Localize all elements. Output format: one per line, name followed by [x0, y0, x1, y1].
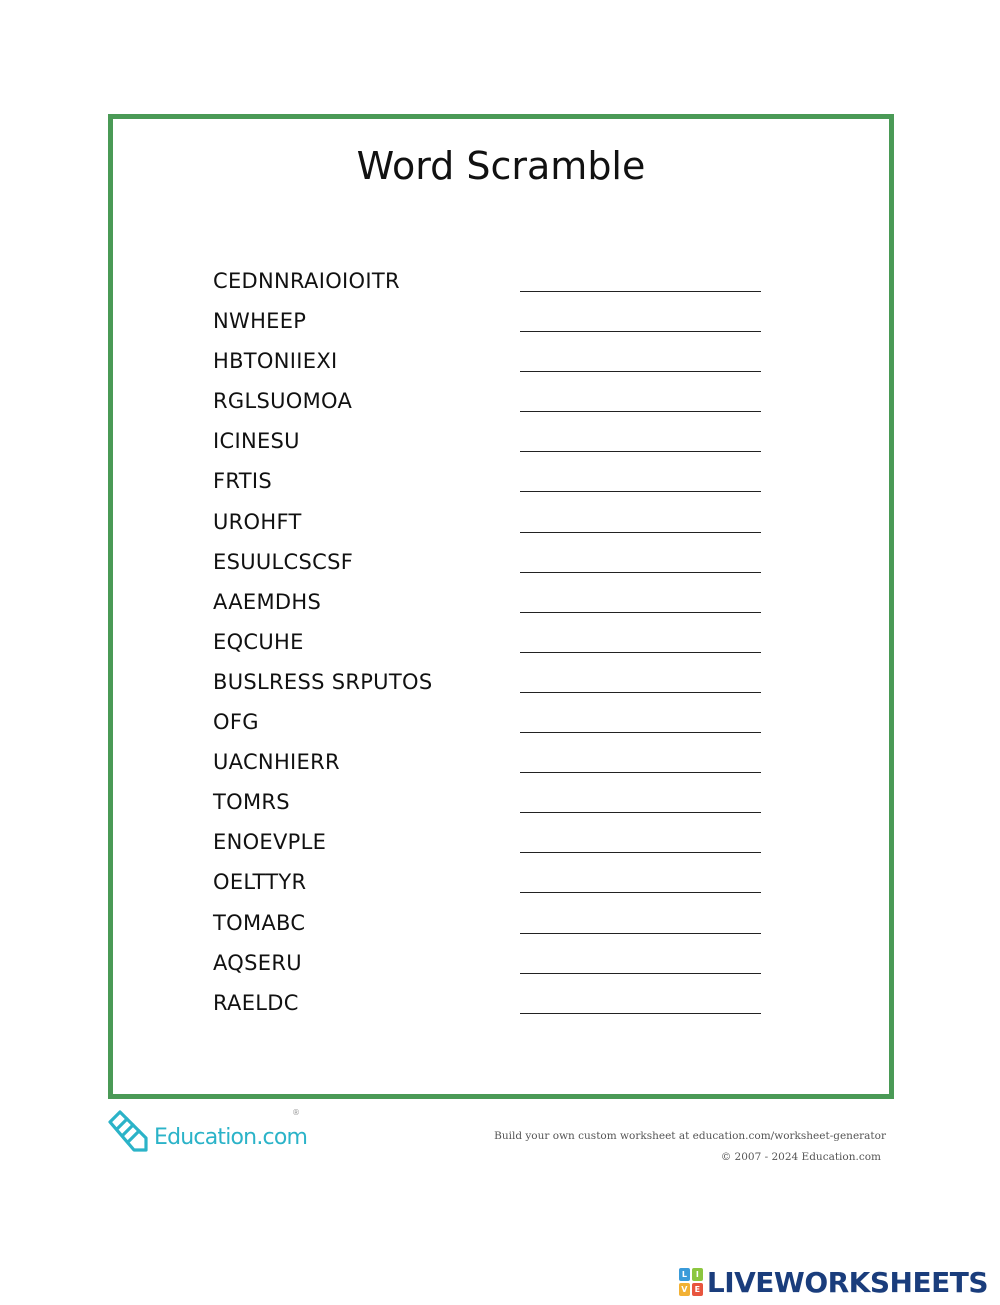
answer-line[interactable]	[520, 772, 761, 773]
scrambled-word: TOMABC	[213, 910, 306, 935]
worksheet-title: Word Scramble	[356, 144, 646, 188]
scrambled-word: AAEMDHS	[213, 589, 322, 614]
word-row	[213, 464, 773, 504]
answer-line[interactable]	[520, 732, 761, 733]
scrambled-word: AQSERU	[213, 950, 302, 975]
word-row	[213, 545, 773, 585]
liveworksheets-wordmark: LIVEWORKSHEETS	[706, 1265, 988, 1299]
pencil-paper-icon	[106, 1108, 152, 1154]
scrambled-word: NWHEEP	[213, 309, 307, 334]
scrambled-word: OFG	[213, 710, 259, 735]
answer-line[interactable]	[520, 933, 761, 934]
answer-line[interactable]	[520, 612, 761, 613]
word-row	[213, 785, 773, 825]
liveworksheets-icon: L I V E	[679, 1268, 703, 1296]
answer-line[interactable]	[520, 491, 761, 492]
word-row	[213, 424, 773, 464]
answer-line[interactable]	[520, 892, 761, 893]
word-row	[213, 865, 773, 905]
word-row	[213, 946, 773, 986]
word-row	[213, 585, 773, 625]
word-row	[213, 745, 773, 785]
answer-line[interactable]	[520, 371, 761, 372]
word-row	[213, 344, 773, 384]
word-row	[213, 986, 773, 1026]
liveworksheets-brand[interactable]	[679, 1264, 988, 1300]
registered-mark: ®	[292, 1108, 300, 1117]
answer-line[interactable]	[520, 973, 761, 974]
scrambled-word: EQCUHE	[213, 629, 304, 654]
scrambled-word-list	[213, 264, 773, 1026]
logo-wordmark: Education.com	[154, 1125, 308, 1150]
scrambled-word: ENOEVPLE	[213, 830, 327, 855]
word-row	[213, 665, 773, 705]
education-com-logo[interactable]	[106, 1108, 316, 1158]
answer-line[interactable]	[520, 652, 761, 653]
answer-line[interactable]	[520, 451, 761, 452]
word-row	[213, 384, 773, 424]
answer-line[interactable]	[520, 532, 761, 533]
scrambled-word: RAELDC	[213, 990, 299, 1015]
answer-line[interactable]	[520, 411, 761, 412]
scrambled-word: CEDNNRAIOIOITR	[213, 269, 400, 293]
scrambled-word: ICINESU	[213, 429, 300, 454]
scrambled-word: FRTIS	[213, 469, 272, 494]
word-row	[213, 505, 773, 545]
credit-line: Build your own custom worksheet at education.com/worksheet-generator	[494, 1130, 886, 1142]
word-row	[213, 825, 773, 865]
answer-line[interactable]	[520, 291, 761, 292]
answer-line[interactable]	[520, 1013, 761, 1014]
scrambled-word: OELTTYR	[213, 870, 307, 895]
scrambled-word: HBTONIIEXI	[213, 349, 338, 374]
scrambled-word: BUSLRESS SRPUTOS	[213, 669, 433, 694]
answer-line[interactable]	[520, 331, 761, 332]
word-row	[213, 264, 773, 304]
word-row	[213, 625, 773, 665]
worksheet-frame	[108, 114, 894, 1099]
word-row	[213, 705, 773, 745]
scrambled-word: UROHFT	[213, 509, 302, 534]
copyright-line: © 2007 - 2024 Education.com	[720, 1151, 881, 1163]
word-row	[213, 304, 773, 344]
answer-line[interactable]	[520, 812, 761, 813]
scrambled-word: ESUULCSCSF	[213, 549, 354, 574]
answer-line[interactable]	[520, 572, 761, 573]
footer-credit	[494, 1126, 886, 1168]
scrambled-word: UACNHIERR	[213, 750, 340, 775]
answer-line[interactable]	[520, 692, 761, 693]
scrambled-word: TOMRS	[213, 790, 290, 815]
scrambled-word: RGLSUOMOA	[213, 389, 353, 414]
word-row	[213, 906, 773, 946]
answer-line[interactable]	[520, 852, 761, 853]
